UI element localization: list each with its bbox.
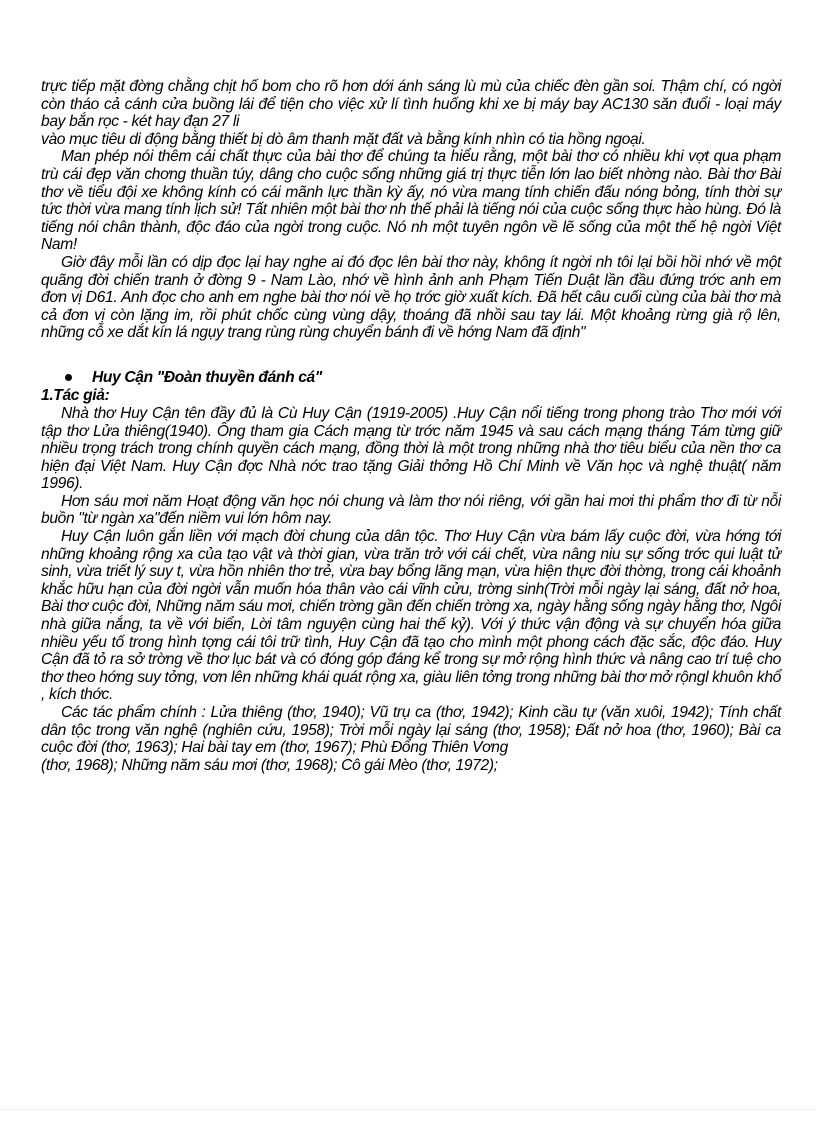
section-heading: 1.Tác giả: [41, 386, 110, 404]
paragraph-6: Hơn sáu mơi năm Hoạt động văn học nói chung và làm thơ nói riêng, với gần hai mơi thi phẩm thơ đi từ nỗi buồn "từ ngàn xa"đến niềm vui lớn hôm nay. [41, 492, 781, 528]
bullet-heading [65, 368, 781, 387]
paragraph-3: Man phép nói thêm cái chất thực của bài thơ để chúng ta hiểu rằng, một bài thơ có nhiều khi vợt qua phạm trù cái đẹp văn chơng thuần túy, dâng cho cuộc sống những giá trị thực tiễn lớn lao biết nhờng nào. Bài thơ Bài thơ về tiểu đội xe không kính có cái mãnh lực thần kỳ ấy, nó vừa mang tính chiến đấu nóng bỏng, tính thời sự tức thời vừa mang tính lịch sử! Tất nhiên một bài thơ nh thế phải là tiếng nói của cuộc sống thực hào hùng. Đó là tiếng nói chân thành, độc đáo của ngời trong cuộc. Nó nh một tuyên ngôn về lẽ sống của một thế hệ ngời Việt Nam! [41, 148, 781, 254]
bullet-icon [65, 374, 72, 381]
bullet-heading-text: Huy Cận "Đoàn thuyền đánh cá" [92, 368, 322, 386]
paragraph-7: Huy Cận luôn gắn liền với mạch đời chung của dân tộc. Thơ Huy Cận vừa bám lấy cuộc đời, vừa hớng tới những khoảng rộng xa của tạo vật và thời gian, vừa trăn trở với cái chết, vừa nâng niu sự sống trớc qui luật tử sinh, vừa triết lý suy t, vừa hồn nhiên thơ trẻ, vừa bay bổng lãng mạn, vừa hiện thực đời thờng, trong cái khoảnh khắc hữu hạn của đời ngời vẫn muốn hóa thân vào cái vĩnh cửu, trờng sinh(Trời mỗi ngày lại sáng, đất nở hoa, Bài thơ cuộc đời, Những năm sáu mơi, chiến trờng gần đến chiến trờng xa, ngày hằng sống ngày hằng thơ, Ngôi nhà giữa nắng, ta về với biển, Lời tâm nguyện cùng hai thế kỷ). Với ý thức vận động và sự chuyển hóa giữa nhiều yếu tố trong hình tợng cái tôi trữ tình, Huy Cận đã tạo cho mình một phong cách đặc sắc, độc đáo. Huy Cận đã tỏ ra sở trờng về thơ lục bát và có đóng góp đáng kể trong sự mở rộng hình thức và nâng cao trí tuệ cho thơ theo hớng suy tởng, vơn lên những khái quát rộng xa, giàu liên tởng trong những bài thơ mở rộngl khuôn khổ , kích thớc. [41, 528, 781, 704]
paragraph-1: trực tiếp mặt đờng chằng chịt hố bom cho rõ hơn dới ánh sáng lù mù của chiếc đèn gần soi. Thậm chí, có ngời còn tháo cả cánh cửa buồng lái để tiện cho việc xử lí tình huống khi xe bị máy bay AC130 săn đuổi - loại máy bay bắn rọc - két hay đạn 27 li [41, 78, 781, 131]
paragraph-5: Nhà thơ Huy Cận tên đầy đủ là Cù Huy Cận (1919-2005) .Huy Cận nổi tiếng trong phong trào Thơ mới với tập thơ Lửa thiêng(1940). Ông tham gia Cách mạng từ trớc năm 1945 và sau cách mạng tháng Tám từng giữ nhiều trọng trách trong chính quyền cách mạng, đồng thời là một trong những nhà thơ tiêu biểu của nền thơ ca hiện đại Việt Nam. Huy Cận đợc Nhà nớc trao tặng Giải thởng Hồ Chí Minh về Văn học và nghệ thuật( năm 1996). [41, 404, 781, 493]
paragraph-9: (thơ, 1968); Những năm sáu mơi (thơ, 1968); Cô gái Mèo (thơ, 1972); [41, 756, 498, 774]
page-bottom-divider [0, 1109, 816, 1110]
document-page [41, 78, 781, 774]
section-gap [41, 342, 781, 368]
paragraph-2: vào mục tiêu di động bằng thiết bị dò âm thanh mặt đất và bằng kính nhìn có tia hồng ngoại. [41, 130, 646, 148]
paragraph-4: Giờ đây mỗi lần có dịp đọc lại hay nghe ai đó đọc lên bài thơ này, không ít ngời nh tôi lại bồi hồi nhớ về một quãng đời chiến tranh ở đờng 9 - Nam Lào, nhớ về hình ảnh anh Phạm Tiến Duật lần đầu đứng trớc anh em đơn vị D61. Anh đọc cho anh em nghe bài thơ nói về họ trớc giờ xuất kích. Đã hết câu cuối cùng của bài thơ mà cả đơn vị còn lặng im, rồi phút chốc cùng vùng dậy, thoáng đã nhồi sau tay lái. Một khoảng rừng già rộ lên, những cỗ xe dắt kín lá ngụy trang rùng rùng chuyển bánh đi về hớng Nam đã định" [41, 253, 781, 342]
paragraph-8: Các tác phẩm chính : Lửa thiêng (thơ, 1940); Vũ trụ ca (thơ, 1942); Kinh cầu tự (văn xuôi, 1942); Tính chất dân tộc trong văn nghệ (nghiên cứu, 1958); Trời mỗi ngày lại sáng (thơ, 1958); Đất nở hoa (thơ, 1960); Bài ca cuộc đời (thơ, 1963); Hai bài tay em (thơ, 1967); Phù Đổng Thiên Vơng [41, 704, 781, 757]
